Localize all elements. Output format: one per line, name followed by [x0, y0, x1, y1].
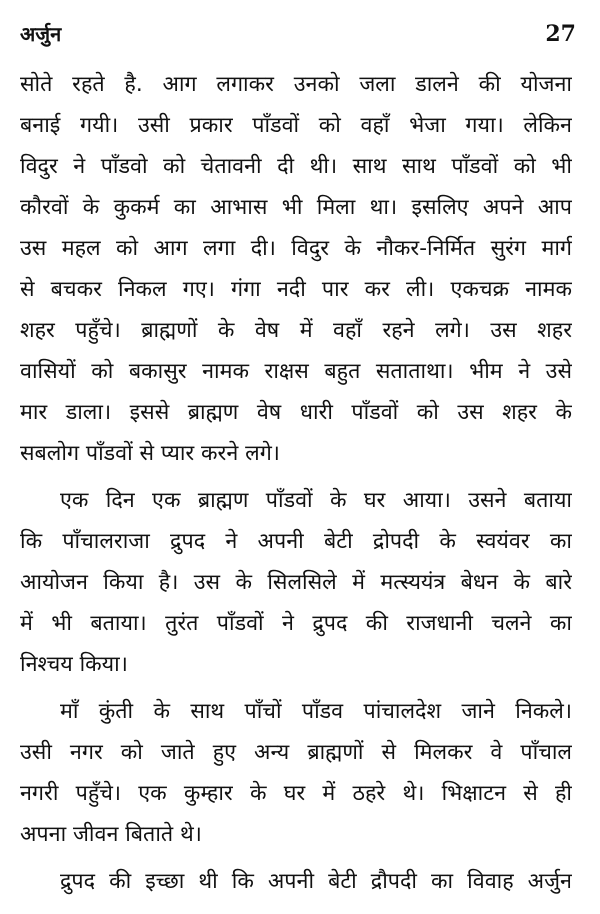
paragraph-1: [20, 64, 572, 474]
text-line: से बचकर निकल गए। गंगा नदी पार कर ली। एकचक्र नामक: [20, 277, 572, 302]
text-line: विदुर ने पाँडवो को चेतावनी दी थी। साथ साथ पाँडवों को भी: [20, 154, 572, 179]
text-line: द्रुपद की इच्छा थी कि अपनी बेटी द्रौपदी का विवाह अर्जुन: [60, 869, 572, 894]
text-line: वासियों को बकासुर नामक राक्षस बहुत सताताथा। भीम ने उसे: [20, 359, 572, 384]
text-line: कौरवों के कुकर्म का आभास भी मिला था। इसलिए अपने आप: [20, 195, 572, 220]
text-line: निश्चय किया।: [20, 652, 128, 677]
text-line: उस महल को आग लगा दी। विदुर के नौकर-निर्मित सुरंग मार्ग: [20, 236, 572, 261]
paragraph-3: [20, 691, 572, 855]
text-line: कि पाँचालराजा द्रुपद ने अपनी बेटी द्रोपदी के स्वयंवर का: [20, 529, 572, 554]
text-line: शहर पहुँचे। ब्राह्मणों के वेष में वहाँ रहने लगे। उस शहर: [20, 318, 572, 343]
text-line: सबलोग पाँडवों से प्यार करने लगे।: [20, 441, 280, 466]
text-line: मार डाला। इससे ब्राह्मण वेष धारी पाँडवों को उस शहर के: [20, 400, 572, 425]
text-line: अपना जीवन बिताते थे।: [20, 822, 202, 847]
paragraph-2: [20, 480, 572, 685]
running-head: [20, 16, 576, 52]
text-line: उसी नगर को जाते हुए अन्य ब्राह्मणों से मिलकर वे पाँचाल: [20, 740, 572, 765]
text-line: नगरी पहुँचे। एक कुम्हार के घर में ठहरे थे। भिक्षाटन से ही: [20, 781, 572, 806]
text-line: एक दिन एक ब्राह्मण पाँडवों के घर आया। उसने बताया: [60, 488, 572, 513]
page-number: 27: [545, 21, 576, 47]
text-line: आयोजन किया है। उस के सिलसिले में मत्स्ययंत्र बेधन के बारे: [20, 570, 572, 595]
text-line: बनाई गयी। उसी प्रकार पाँडवों को वहाँ भेजा गया। लेकिन: [20, 113, 572, 138]
chapter-title: अर्जुन: [20, 22, 62, 46]
paragraph-4: [20, 861, 572, 902]
text-line: में भी बताया। तुरंत पाँडवों ने द्रुपद की राजधानी चलने का: [20, 611, 572, 636]
body-text: [20, 64, 572, 902]
text-line: सोते रहते है. आग लगाकर उनको जला डालने की योजना: [20, 72, 572, 97]
text-line: माँ कुंती के साथ पाँचों पाँडव पांचालदेश जाने निकले।: [60, 699, 572, 724]
